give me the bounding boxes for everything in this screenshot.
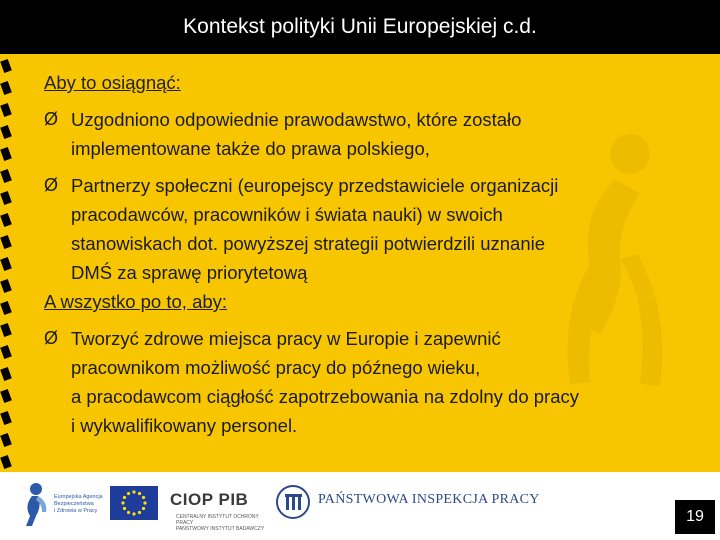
- slide-body: [0, 54, 720, 472]
- bullet-item: [44, 171, 694, 287]
- bullet-line: a pracodawcom ciągłość zapotrzebowania na zdolny do pracy: [71, 386, 580, 407]
- ciop-pib-logo: [170, 482, 270, 532]
- bullet-line: Tworzyć zdrowe miejsca pracy w Europie i zapewnić: [71, 328, 501, 349]
- ciop-subtitle-line: CENTRALNY INSTYTUT OCHRONY PRACY: [176, 514, 259, 526]
- arrow-bullet-icon: Ø: [44, 328, 59, 348]
- ciop-title: CIOP PIB: [170, 490, 249, 509]
- bullet-line: Partnerzy społeczni (europejscy przedstawiciele organizacji: [71, 175, 559, 196]
- eu-osha-logo: [20, 482, 110, 532]
- bullet-line: pracownikom możliwość pracy do późnego wieku,: [71, 357, 481, 378]
- bullet-item: [44, 105, 694, 163]
- bullet-line: Uzgodniono odpowiednie prawodawstwo, które zostało: [71, 109, 522, 130]
- title-bar: [0, 0, 720, 54]
- eu-osha-figure-icon: [20, 482, 50, 528]
- bullet-line: pracodawców, pracowników i świata nauki) w swoich: [71, 204, 503, 225]
- eu-flag-icon: [110, 486, 158, 520]
- pip-name: PAŃSTWOWA INSPEKCJA PRACY: [318, 492, 540, 507]
- footer-logos: [0, 472, 720, 540]
- bullet-line: DMŚ za sprawę priorytetową: [71, 262, 308, 283]
- eu-osha-text-line: Europejska Agencja: [54, 494, 103, 500]
- bullet-line: implementowane także do prawa polskiego,: [71, 138, 430, 159]
- left-dash-border: [0, 54, 14, 472]
- eu-osha-text-line: i Zdrowia w Pracy: [54, 508, 98, 514]
- page-number: 19: [675, 500, 715, 534]
- arrow-bullet-icon: Ø: [44, 175, 59, 195]
- arrow-bullet-icon: Ø: [44, 109, 59, 129]
- pip-emblem-icon: [275, 484, 311, 520]
- slide-title: Kontekst polityki Unii Europejskiej c.d.: [183, 15, 537, 38]
- eu-osha-text-line: Bezpieczeństwa: [54, 501, 94, 507]
- section-heading: A wszystko po to, aby:: [44, 291, 228, 312]
- bullet-line: i wykwalifikowany personel.: [71, 415, 298, 436]
- section-heading: Aby to osiągnąć:: [44, 72, 181, 93]
- ciop-subtitle-line: PAŃSTWOWY INSTYTUT BADAWCZY: [176, 526, 265, 532]
- bullet-item: [44, 324, 694, 440]
- bullet-line: stanowiskach dot. powyższej strategii potwierdzili uznanie: [71, 233, 546, 254]
- slide-content: [44, 68, 694, 440]
